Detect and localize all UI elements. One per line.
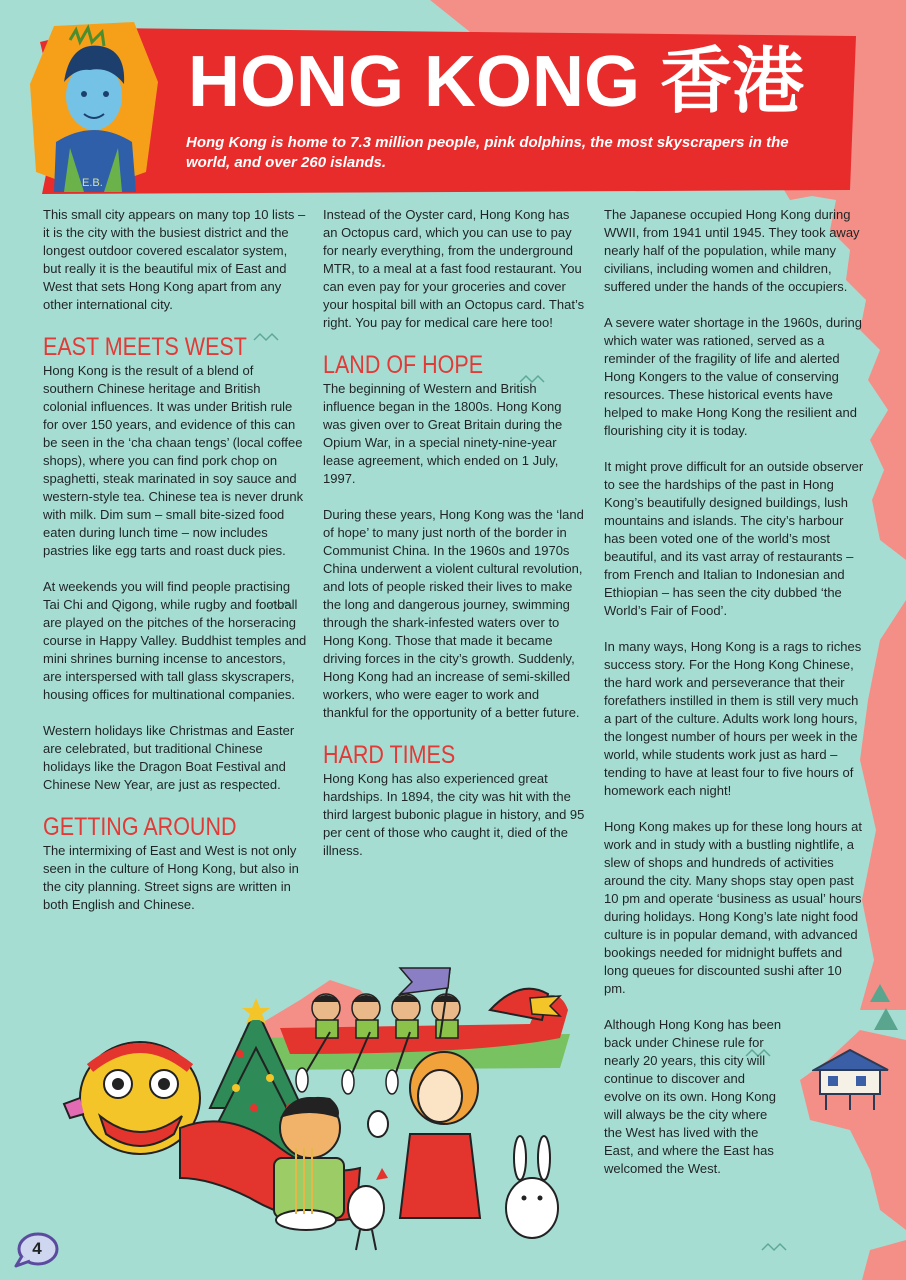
paragraph: Hong Kong makes up for these long hours at work and in study with a bustling nightlife, a slew of shops and hundreds of activities around the city. Many shops stay open past 10 pm and operate ‘business as usual’ hours during holidays. Hong Kong’s late night food culture is in popular demand, with advanced bookings needed for midnight buffets and long queues for discounted sushi after 10 pm.	[604, 819, 862, 996]
page-subtitle: Hong Kong is home to 7.3 million people, pink dolphins, the most skyscrapers in the world, and over 260 islands.	[186, 134, 789, 171]
page-title: HONG KONG 香港	[188, 42, 805, 122]
avatar	[30, 22, 158, 192]
heading-land-of-hope: LAND OF HOPE	[323, 351, 484, 379]
paragraph: The Japanese occupied Hong Kong during WWII, from 1941 until 1945. They took away nearly half of the population, while many civilians, including women and children, suffered under the hands of the occupiers.	[604, 207, 860, 294]
page-number-badge	[14, 1232, 60, 1268]
paragraph: Western holidays like Christmas and Easter are celebrated, but traditional Chinese holidays like the Dragon Boat Festival and Chinese New Year, are just as respected.	[43, 723, 295, 792]
paragraph: The intermixing of East and West is not only seen in the culture of Hong Kong, but also in the city planning. Street signs are written in both English and Chinese.	[43, 843, 299, 912]
paragraph: Although Hong Kong has been back under Chinese rule for nearly 20 years, this city will continue to discover and evolve on its own. Hong Kong will always be the city where the West has lived with the East, and where the East has welcomed the West.	[604, 1017, 782, 1176]
avatar-initials: E.B.	[82, 177, 103, 189]
heading-hard-times: HARD TIMES	[323, 741, 456, 769]
paragraph: Hong Kong has also experienced great hardships. In 1894, the city was hit with the third largest bubonic plague in history, and 95 per cent of those who caught it, died of the illness.	[323, 771, 585, 858]
land-mid-right	[860, 600, 906, 1010]
wave-icon	[760, 1240, 790, 1254]
paragraph: At weekends you will find people practising Tai Chi and Qigong, while rugby and football are played on the pitches of the horseracing course in Happy Valley. Buddhist temples and mini shrines burning incense to ancestors, are interspersed with tall glass skyscrapers, housing offices for multinational companies.	[43, 579, 307, 702]
mountain-icon	[866, 978, 902, 1034]
column-2	[323, 206, 585, 878]
paragraph: Hong Kong is the result of a blend of southern Chinese heritage and British colonial influences. It was under British rule for over 150 years, and evidence of this can be seen in the ‘cha chaan tengs’ (local coffee shops), where you can find pork chop on spaghetti, steak marinated in soy sauce and western-style tea. Chinese tea is never drunk with milk. Dim sum – small bite-sized food eaten during lunch time – now includes pastries like egg tarts and roast duck pies.	[43, 363, 304, 558]
paragraph: A severe water shortage in the 1960s, during which water was rationed, served as a reminder of the fragility of life and alerted Hong Kongers to the value of conserving resources. These historical events have helped to make Hong Kong the resilient and flourishing city it is today.	[604, 315, 862, 438]
column-3	[604, 206, 866, 1196]
heading-east-meets-west: EAST MEETS WEST	[43, 333, 247, 361]
page-number: 4	[32, 1239, 42, 1258]
paragraph: In many ways, Hong Kong is a rags to riches success story. For the Hong Kong Chinese, the hard work and perseverance that their forefathers instilled in them is still very much a part of the culture. Adults work long hours, the longest number of hours per week in the world, while students work just as hard – tending to have at least four to five hours of homework each night!	[604, 639, 862, 798]
intro-paragraph: This small city appears on many top 10 lists – it is the city with the busiest district and the longest outdoor covered escalator system, but really it is the beautiful mix of East and West that sets Hong Kong apart from any other international city.	[43, 207, 306, 312]
festival-illustration	[60, 958, 620, 1258]
heading-getting-around: GETTING AROUND	[43, 813, 237, 841]
paragraph: The beginning of Western and British influence began in the 1800s. Hong Kong was given over to Great Britain during the Opium War, in a special ninety-nine-year lease agreement, which ended on 1 July, 1997.	[323, 381, 563, 486]
land-bottom-right-2	[862, 1240, 906, 1280]
paragraph: It might prove difficult for an outside observer to see the hardships of the past in Hong Kong’s beautifully designed buildings, lush mountains and islands. The city’s harbour has been voted one of the world’s most beautiful, and its vast array of restaurants – from French and Italian to Indonesian and Ethiopian – has seen the city dubbed ‘the World’s Fair of Food’.	[604, 459, 864, 618]
paragraph: During these years, Hong Kong was the ‘land of hope’ to many just north of the border in Communist China. In the 1960s and 1970s China underwent a violent cultural revolution, and lots of people risked their lives to make the long and dangerous journey, swimming through the shark-infested waters over to Hong Kong. Those that made it became driving forces in the city’s growth. Suddenly, Hong Kong had an increase of semi-skilled workers, who were eager to work and thankful for the opportunity of a better future.	[323, 507, 584, 720]
column-1	[43, 206, 307, 932]
paragraph: Instead of the Oyster card, Hong Kong has an Octopus card, which you can use to pay for nearly everything, from the underground MTR, to a meal at a fast food restaurant. You can even pay for your groceries and cover your hospital bill with an Octopus card. That’s right. You pay for medical care here too!	[323, 207, 585, 330]
